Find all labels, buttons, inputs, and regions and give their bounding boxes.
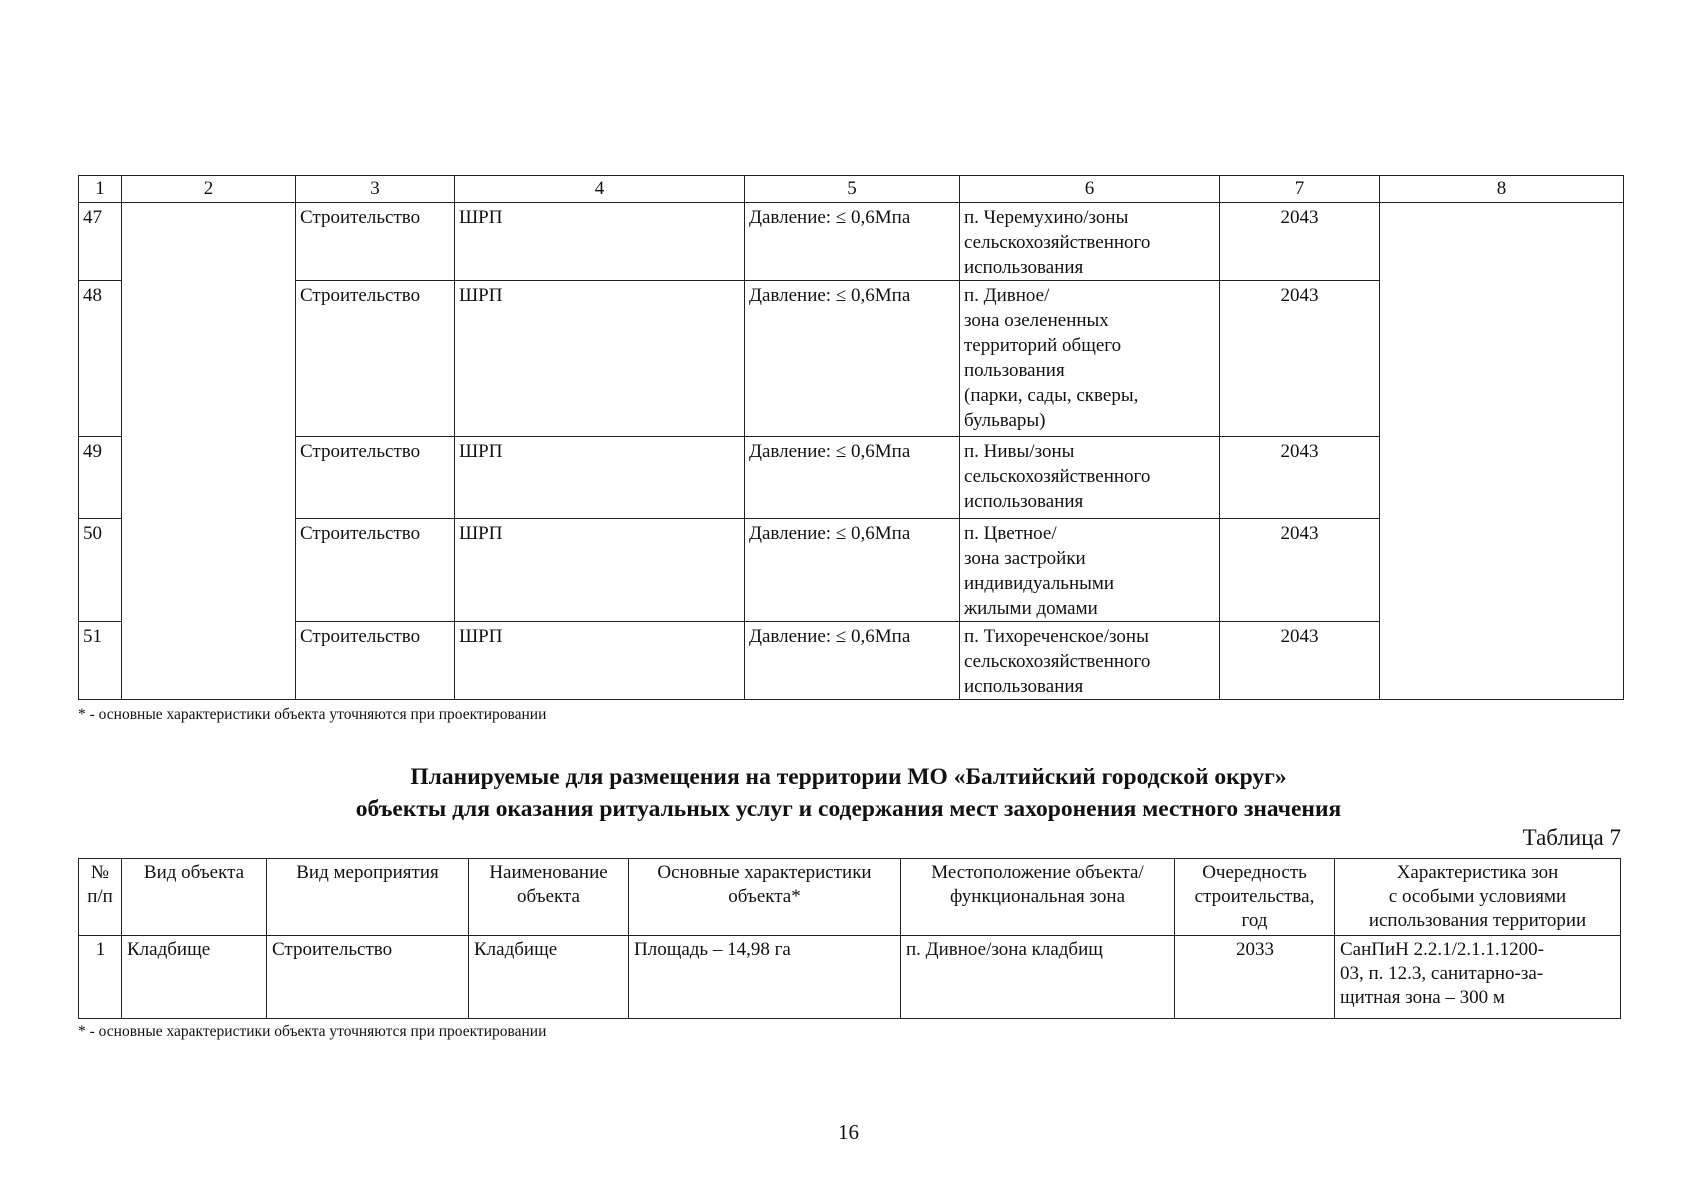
location-line: сельскохозяйственного — [964, 232, 1151, 253]
location-line: использования — [964, 491, 1084, 512]
header-number — [79, 859, 122, 936]
year-cell: 2043 — [1220, 622, 1380, 700]
page-number: 16 — [838, 1120, 859, 1144]
zones-line: 03, п. 12.3, санитарно-за- — [1340, 963, 1544, 984]
activity-cell: Строительство — [296, 622, 455, 700]
header-characteristics — [629, 859, 901, 936]
object-name-cell: ШРП — [455, 281, 745, 437]
table-row — [79, 203, 1624, 281]
year-cell: 2033 — [1175, 936, 1335, 1019]
header-line: Основные характеристики — [657, 862, 872, 883]
object-name-cell: ШРП — [455, 437, 745, 519]
location-line: территорий общего — [964, 335, 1122, 356]
object-name-cell: Кладбище — [469, 936, 629, 1019]
gas-facilities-table — [78, 175, 1624, 700]
col-header: 7 — [1220, 176, 1380, 203]
year-cell: 2043 — [1220, 519, 1380, 622]
location-line: п. Нивы/зоны — [964, 441, 1075, 462]
row-number: 48 — [79, 281, 122, 437]
row-number: 1 — [79, 936, 122, 1019]
header-line: Вид мероприятия — [296, 862, 439, 883]
header-activity — [267, 859, 469, 936]
zones-line: СанПиН 2.2.1/2.1.1.1200- — [1340, 939, 1544, 960]
location-cell: п. Дивное/зона кладбищ — [901, 936, 1175, 1019]
column-number-row — [79, 176, 1624, 203]
col-header: 3 — [296, 176, 455, 203]
header-line: Наименование — [489, 862, 608, 883]
location-line: п. Тихореченское/зоны — [964, 626, 1149, 647]
col-header: 5 — [745, 176, 960, 203]
year-cell: 2043 — [1220, 437, 1380, 519]
characteristics-cell: Давление: ≤ 0,6Мпа — [745, 622, 960, 700]
header-line: с особыми условиями — [1388, 886, 1567, 907]
location-line: зона озелененных — [964, 310, 1109, 331]
header-line: № — [90, 862, 110, 883]
table-number-label: Таблица 7 — [1522, 825, 1621, 850]
location-line: п. Черемухино/зоны — [964, 207, 1129, 228]
characteristics-cell: Давление: ≤ 0,6Мпа — [745, 203, 960, 281]
location-cell — [960, 281, 1220, 437]
year-cell: 2043 — [1220, 281, 1380, 437]
object-type-cell-empty — [122, 203, 296, 700]
zones-line: щитная зона – 300 м — [1340, 987, 1505, 1008]
location-line: сельскохозяйственного — [964, 651, 1151, 672]
location-line: п. Цветное/ — [964, 523, 1057, 544]
table-header-row — [79, 859, 1621, 936]
header-location — [901, 859, 1175, 936]
col-header: 2 — [122, 176, 296, 203]
object-name-cell: ШРП — [455, 203, 745, 281]
header-line: функциональная зона — [949, 886, 1126, 907]
characteristics-cell: Давление: ≤ 0,6Мпа — [745, 437, 960, 519]
activity-cell: Строительство — [296, 437, 455, 519]
row-number: 51 — [79, 622, 122, 700]
header-object-name — [469, 859, 629, 936]
location-line: (парки, сады, скверы, — [964, 385, 1139, 406]
col-header: 4 — [455, 176, 745, 203]
header-line: Очередность — [1202, 862, 1307, 883]
object-type-cell: Кладбище — [122, 936, 267, 1019]
col-header: 6 — [960, 176, 1220, 203]
characteristics-cell: Давление: ≤ 0,6Мпа — [745, 281, 960, 437]
location-line: использования — [964, 257, 1084, 278]
location-line: жилыми домами — [964, 598, 1098, 619]
location-line: индивидуальными — [964, 573, 1115, 594]
col-header: 1 — [79, 176, 122, 203]
header-line: Вид объекта — [143, 862, 245, 883]
footnote: * - основные характеристики объекта уточняются при проектировании — [78, 1023, 547, 1040]
header-line: Местоположение объекта/ — [931, 862, 1144, 883]
characteristics-cell: Площадь – 14,98 га — [629, 936, 901, 1019]
location-cell — [960, 622, 1220, 700]
section-title-line-2: объекты для оказания ритуальных услуг и содержания мест захоронения местного значения — [355, 796, 1342, 822]
ritual-services-table — [78, 858, 1621, 1019]
header-construction-order — [1175, 859, 1335, 936]
row-number: 50 — [79, 519, 122, 622]
zones-cell-empty — [1380, 203, 1624, 700]
section-title-line-1: Планируемые для размещения на территории МО «Балтийский городской округ» — [410, 764, 1287, 790]
footnote: * - основные характеристики объекта уточняются при проектировании — [78, 706, 547, 723]
location-line: п. Дивное/ — [964, 285, 1050, 306]
activity-cell: Строительство — [296, 519, 455, 622]
table-row — [79, 936, 1621, 1019]
row-number: 47 — [79, 203, 122, 281]
header-line: объекта — [517, 886, 580, 907]
location-line: бульвары) — [964, 410, 1046, 431]
col-header: 8 — [1380, 176, 1624, 203]
year-cell: 2043 — [1220, 203, 1380, 281]
activity-cell: Строительство — [296, 281, 455, 437]
location-line: зона застройки — [964, 548, 1086, 569]
activity-cell: Строительство — [296, 203, 455, 281]
header-zones — [1335, 859, 1621, 936]
object-name-cell: ШРП — [455, 622, 745, 700]
header-object-type — [122, 859, 267, 936]
header-line: год — [1241, 910, 1268, 931]
header-line: объекта* — [728, 886, 801, 907]
header-line: использования территории — [1368, 910, 1587, 931]
characteristics-cell: Давление: ≤ 0,6Мпа — [745, 519, 960, 622]
zones-cell — [1335, 936, 1621, 1019]
location-cell — [960, 519, 1220, 622]
location-cell — [960, 203, 1220, 281]
location-line: сельскохозяйственного — [964, 466, 1151, 487]
row-number: 49 — [79, 437, 122, 519]
location-line: использования — [964, 676, 1084, 697]
header-line: строительства, — [1194, 886, 1315, 907]
header-line: п/п — [87, 886, 113, 907]
object-name-cell: ШРП — [455, 519, 745, 622]
activity-cell: Строительство — [267, 936, 469, 1019]
header-line: Характеристика зон — [1396, 862, 1559, 883]
location-cell — [960, 437, 1220, 519]
location-line: пользования — [964, 360, 1065, 381]
